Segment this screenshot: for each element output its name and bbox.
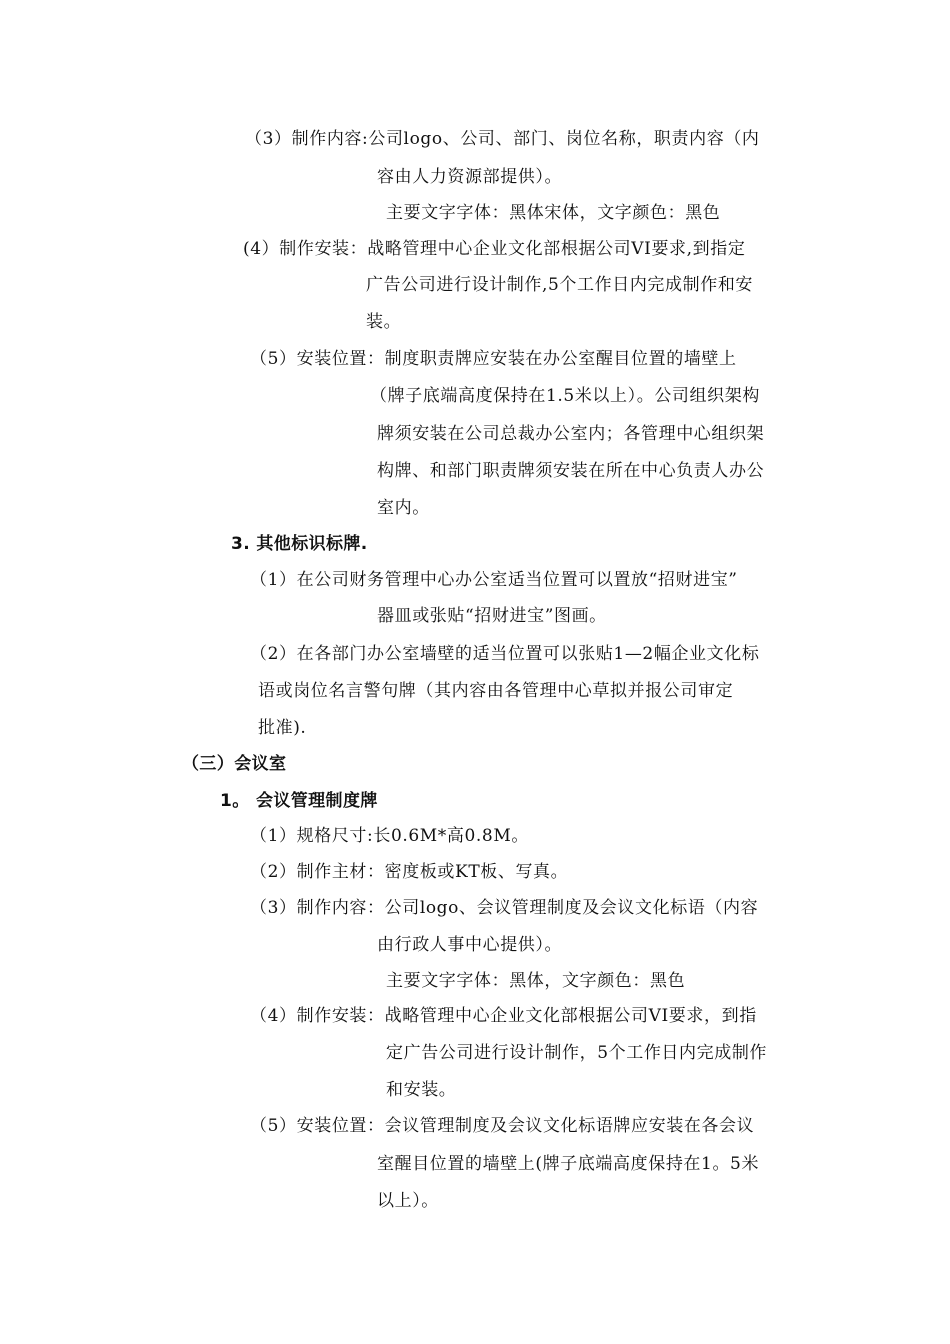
text-line: 器皿或张贴“招财进宝”图画。: [377, 606, 607, 626]
text-line: 批准).: [258, 718, 307, 738]
text-line: 装。: [366, 312, 402, 332]
text-line: 室醒目位置的墙壁上(牌子底端高度保持在1。5米: [377, 1154, 760, 1174]
text-line: 定广告公司进行设计制作，5个工作日内完成制作: [386, 1043, 768, 1063]
text-line: （4）制作安装：战略管理中心企业文化部根据公司VI要求，到指: [250, 1006, 757, 1026]
text-line: （3）制作内容：公司logo、会议管理制度及会议文化标语（内容: [250, 898, 759, 918]
text-line: 容由人力资源部提供）。: [377, 167, 563, 187]
text-line: 和安装。: [386, 1080, 457, 1100]
text-line: 主要文字字体：黑体宋体，文字颜色：黑色: [386, 203, 721, 223]
section-heading: （三）会议室: [182, 754, 287, 774]
text-line: （1）规格尺寸:长0.6M*高0.8M。: [250, 826, 529, 846]
text-line: （2）在各部门办公室墙壁的适当位置可以张贴1—2幅企业文化标: [250, 644, 760, 664]
text-line: 语或岗位名言警句牌（其内容由各管理中心草拟并报公司审定: [258, 681, 734, 701]
text-line: （牌子底端高度保持在1.5米以上）。公司组织架构: [370, 386, 760, 406]
text-line: 室内。: [377, 498, 430, 518]
text-line: 广告公司进行设计制作,5个工作日内完成制作和安: [366, 275, 754, 295]
text-line: 以上）。: [377, 1191, 439, 1211]
text-line: （5）安装位置：会议管理制度及会议文化标语牌应安装在各会议: [250, 1116, 755, 1136]
text-line: （1）在公司财务管理中心办公室适当位置可以置放“招财进宝”: [250, 570, 738, 590]
subsection-heading: 1。 会议管理制度牌: [220, 791, 378, 811]
text-line: 构牌、和部门职责牌须安装在所在中心负责人办公: [377, 461, 765, 481]
text-line: （5）安装位置：制度职责牌应安装在办公室醒目位置的墙壁上: [250, 349, 737, 369]
text-line: 由行政人事中心提供）。: [377, 935, 563, 955]
text-line: 牌须安装在公司总裁办公室内；各管理中心组织架: [377, 424, 765, 444]
section-heading: 3. 其他标识标牌.: [231, 534, 368, 554]
text-line: (4）制作安装：战略管理中心企业文化部根据公司VI要求,到指定: [243, 239, 746, 259]
text-line: 主要文字字体：黑体，文字颜色：黑色: [386, 971, 686, 991]
text-line: （2）制作主材：密度板或KT板、写真。: [250, 862, 569, 882]
text-line: （3）制作内容:公司logo、公司、部门、岗位名称，职责内容（内: [245, 129, 760, 149]
